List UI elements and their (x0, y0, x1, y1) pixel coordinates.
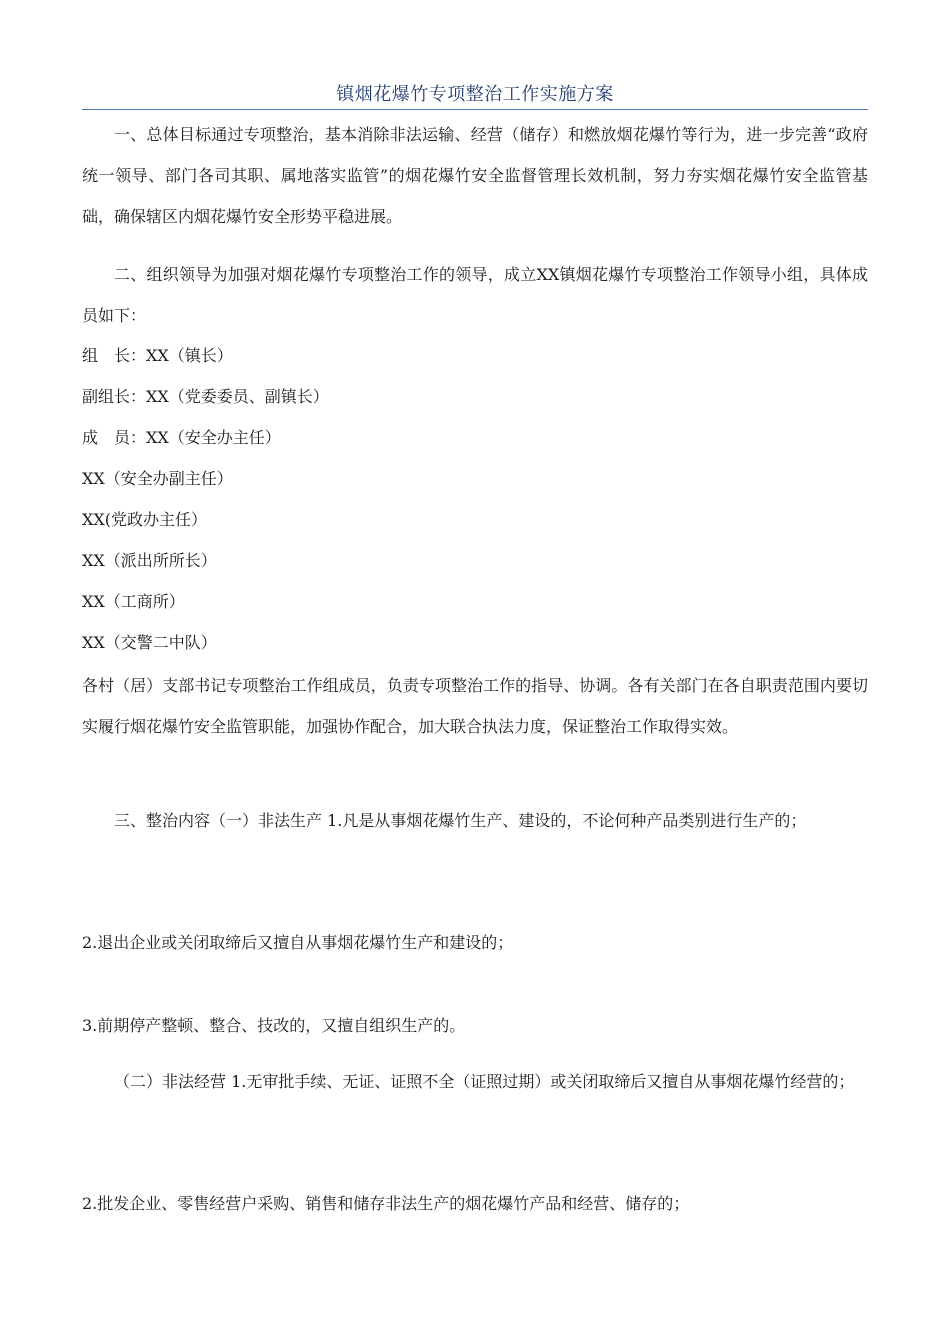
document-title: 镇烟花爆竹专项整治工作实施方案 (336, 84, 614, 105)
paragraph-illegal-operation: （二）非法经营 1.无审批手续、无证、证照不全（证照过期）或关闭取缔后又擅自从事烟花爆竹经营的； (114, 1072, 855, 1091)
member-item: XX(党政办主任） (82, 510, 208, 529)
vice-leader-line: 副组长：XX（党委委员、副镇长） (82, 387, 329, 406)
paragraph-item-2: 2.退出企业或关闭取缔后又擅自从事烟花爆竹生产和建设的； (82, 933, 514, 952)
paragraph-organization: 二、组织领导为加强对烟花爆竹专项整治工作的领导，成立XX镇烟花爆竹专项整治工作领导小组，具体成员如下： (82, 265, 868, 325)
member-item: XX（交警二中队） (82, 633, 217, 652)
member-item: XX（派出所所长） (82, 551, 217, 570)
paragraph-wholesale: 2.批发企业、零售经营户采购、销售和储存非法生产的烟花爆竹产品和经营、储存的； (82, 1194, 690, 1213)
title-underline (82, 109, 868, 110)
paragraph-overall-goal: 一、总体目标通过专项整治，基本消除非法运输、经营（储存）和燃放烟花爆竹等行为，进一步完善“政府统一领导、部门各司其职、属地落实监管”的烟花爆竹安全监督管理长效机制，努力夯实烟花爆竹安全监管基础，确保辖区内烟花爆竹安全形势平稳进展。 (82, 125, 868, 226)
member-line: 成 员：XX（安全办主任） (82, 428, 281, 447)
paragraph-item-3: 3.前期停产整顿、整合、技改的，又擅自组织生产的。 (82, 1016, 466, 1035)
leader-line: 组 长：XX（镇长） (82, 346, 233, 365)
member-item: XX（安全办副主任） (82, 469, 233, 488)
paragraph-village-secretaries: 各村（居）支部书记专项整治工作组成员，负责专项整治工作的指导、协调。各有关部门在各自职责范围内要切实履行烟花爆竹安全监管职能，加强协作配合，加大联合执法力度，保证整治工作取得实效。 (82, 676, 868, 736)
paragraph-rectification-content: 三、整治内容（一）非法生产 1.凡是从事烟花爆竹生产、建设的，不论何种产品类别进行生产的； (114, 811, 807, 830)
member-item: XX（工商所） (82, 592, 185, 611)
